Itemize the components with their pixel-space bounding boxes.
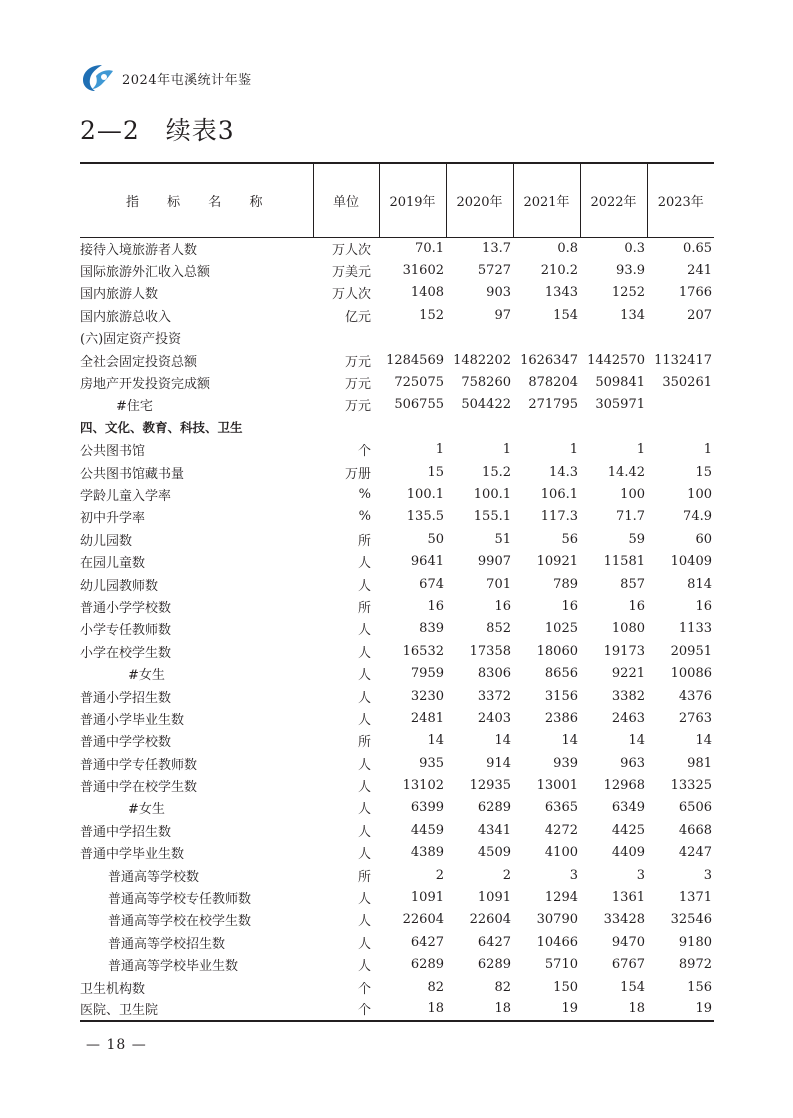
indicator-name: 普通中学在校学生数 [80, 780, 198, 796]
table-row [80, 371, 714, 393]
value-cell-2021: 3156 [544, 688, 578, 704]
value-cell-2021: 18060 [536, 643, 578, 659]
column-header-2021: 2021年 [513, 163, 580, 237]
value-cell-2021: 1294 [544, 890, 578, 906]
value-cell-2023: 241 [687, 263, 712, 279]
indicator-name: 普通小学毕业生数 [80, 712, 185, 728]
value-cell-2022: 857 [620, 576, 645, 592]
value-cell-2019: 725075 [394, 375, 444, 391]
value-cell-2022: 509841 [595, 375, 645, 391]
value-cell-2020: 9907 [477, 554, 511, 570]
yearbook-logo-icon [80, 62, 116, 94]
indicator-name: 初中升学率 [80, 511, 146, 527]
unit-cell: 人 [357, 668, 371, 684]
value-cell-2021: 939 [553, 755, 578, 771]
value-cell-2020: 758260 [461, 375, 511, 391]
value-cell-2019: 2481 [410, 710, 444, 726]
value-cell-2023: 3 [703, 867, 712, 883]
unit-cell: 万元 [344, 399, 371, 415]
unit-cell: 人 [357, 556, 371, 572]
value-cell-2021: 1 [569, 442, 578, 458]
value-cell-2023: 6506 [678, 800, 712, 816]
value-cell-2021: 271795 [528, 397, 578, 413]
value-cell-2019: 6399 [410, 800, 444, 816]
value-cell-2022: 0.3 [624, 240, 645, 256]
table-row [80, 439, 714, 461]
value-cell-2023: 20951 [670, 643, 712, 659]
table-row [80, 662, 714, 684]
table-row [80, 259, 714, 281]
value-cell-2022: 33428 [603, 912, 645, 928]
table-row [80, 349, 714, 371]
value-cell-2022: 3382 [611, 688, 645, 704]
value-cell-2022: 134 [620, 307, 645, 323]
value-cell-2022: 2463 [611, 710, 645, 726]
value-cell-2020: 6289 [477, 957, 511, 973]
unit-cell: 万美元 [331, 265, 371, 281]
value-cell-2020: 13.7 [482, 240, 511, 256]
value-cell-2023: 19 [647, 998, 714, 1020]
value-cell-2023: 4247 [678, 845, 712, 861]
section-title: 2—2 续表3 [80, 116, 235, 145]
page-header [80, 60, 252, 96]
value-cell-2019: 16 [427, 598, 444, 614]
value-cell-2022: 4409 [611, 845, 645, 861]
table-row [80, 461, 714, 483]
value-cell-2019: 1284569 [386, 352, 444, 368]
unit-cell: 人 [357, 892, 371, 908]
value-cell-2021: 0.8 [557, 240, 578, 256]
value-cell-2023: 2763 [678, 710, 712, 726]
value-cell-2023: 4376 [678, 688, 712, 704]
indicator-name: 普通高等学校数 [108, 869, 200, 885]
indicator-name: 普通中学专任教师数 [80, 757, 198, 773]
value-cell-2020: 504422 [461, 397, 511, 413]
value-cell-2020: 1091 [477, 890, 511, 906]
value-cell-2022: 6767 [611, 957, 645, 973]
unit-cell: 人 [357, 914, 371, 930]
indicator-name: 房地产开发投资完成额 [80, 377, 211, 393]
indicator-name: 接待入境旅游者人数 [80, 242, 198, 258]
value-cell-2020: 100.1 [473, 486, 511, 502]
value-cell-2021: 3 [569, 867, 578, 883]
table-row [80, 998, 714, 1020]
value-cell-2022: 4425 [611, 822, 645, 838]
value-cell-2021: 10466 [536, 934, 578, 950]
indicator-name: 在园儿童数 [80, 556, 146, 572]
value-cell-2022: 59 [628, 531, 645, 547]
value-cell-2023: 1371 [678, 890, 712, 906]
indicator-name: 学龄儿童入学率 [80, 488, 172, 504]
indicator-name: #住宅 [116, 399, 153, 415]
value-cell-2019: 14 [427, 733, 444, 749]
table-body [80, 237, 714, 1021]
value-cell-2019: 1091 [410, 890, 444, 906]
value-cell-2019 [379, 327, 446, 349]
indicator-name: 普通中学招生数 [80, 824, 172, 840]
table-row [80, 327, 714, 349]
value-cell-2022: 1361 [611, 890, 645, 906]
value-cell-2019: 1408 [410, 285, 444, 301]
value-cell-2019 [379, 416, 446, 438]
table-row [80, 528, 714, 550]
value-cell-2020: 4509 [477, 845, 511, 861]
table-row [80, 483, 714, 505]
indicator-name: 普通中学毕业生数 [80, 847, 185, 863]
value-cell-2022 [580, 327, 647, 349]
unit-cell: 所 [357, 533, 371, 549]
indicator-name: 四、文化、教育、科技、卫生 [80, 420, 243, 436]
value-cell-2021: 4272 [544, 822, 578, 838]
unit-cell: 人 [357, 936, 371, 952]
value-cell-2021: 150 [553, 979, 578, 995]
value-cell-2021: 14.3 [549, 464, 578, 480]
value-cell-2019: 674 [419, 576, 444, 592]
unit-cell: 个 [357, 444, 371, 460]
indicator-name: (六)固定资产投资 [80, 332, 182, 348]
value-cell-2022: 100 [620, 486, 645, 502]
value-cell-2019: 6427 [410, 934, 444, 950]
value-cell-2019: 7959 [410, 666, 444, 682]
value-cell-2021: 2386 [544, 710, 578, 726]
value-cell-2019: 22604 [402, 912, 444, 928]
value-cell-2019: 15 [427, 464, 444, 480]
table-row [80, 416, 714, 438]
table-row [80, 618, 714, 640]
value-cell-2021: 878204 [528, 375, 578, 391]
value-cell-2020: 17358 [469, 643, 511, 659]
indicator-name: 幼儿园教师数 [80, 578, 159, 594]
table-row [80, 282, 714, 304]
value-cell-2022: 11581 [603, 554, 645, 570]
value-cell-2019: 935 [419, 755, 444, 771]
value-cell-2019: 839 [419, 621, 444, 637]
indicator-name: 普通小学招生数 [80, 690, 172, 706]
indicator-name: 小学在校学生数 [80, 645, 172, 661]
unit-cell: 个 [357, 981, 371, 997]
value-cell-2023: 60 [695, 531, 712, 547]
indicator-name: 普通中学学校数 [80, 735, 172, 751]
table-row [80, 640, 714, 662]
value-cell-2023 [647, 327, 714, 349]
unit-cell: 人 [357, 757, 371, 773]
value-cell-2021: 1343 [544, 285, 578, 301]
value-cell-2020: 903 [486, 285, 511, 301]
unit-cell: 所 [357, 735, 371, 751]
unit-cell [313, 416, 379, 438]
column-header-unit: 单位 [313, 163, 379, 237]
value-cell-2019: 13102 [402, 778, 444, 794]
value-cell-2019: 82 [427, 979, 444, 995]
value-cell-2021: 4100 [544, 845, 578, 861]
value-cell-2019: 135.5 [406, 509, 444, 525]
value-cell-2021 [513, 416, 580, 438]
value-cell-2020: 97 [494, 307, 511, 323]
value-cell-2019: 50 [427, 531, 444, 547]
statistics-table [80, 162, 714, 1022]
value-cell-2022: 71.7 [616, 509, 645, 525]
value-cell-2023: 15 [695, 464, 712, 480]
value-cell-2023: 9180 [678, 934, 712, 950]
value-cell-2020: 3372 [477, 688, 511, 704]
table-row [80, 550, 714, 572]
value-cell-2020: 2 [502, 867, 511, 883]
value-cell-2019: 2 [435, 867, 444, 883]
value-cell-2019: 31602 [402, 263, 444, 279]
table-row [80, 797, 714, 819]
value-cell-2020: 155.1 [473, 509, 511, 525]
indicator-name: 全社会固定投资总额 [80, 354, 198, 370]
indicator-name: 普通高等学校毕业生数 [108, 959, 239, 975]
table-row [80, 685, 714, 707]
table-row [80, 506, 714, 528]
value-cell-2021 [513, 327, 580, 349]
table-row [80, 909, 714, 931]
unit-cell: 万人次 [331, 242, 371, 258]
value-cell-2021: 117.3 [540, 509, 578, 525]
indicator-name: 普通高等学校招生数 [108, 936, 226, 952]
value-cell-2023: 1132417 [654, 352, 712, 368]
value-cell-2019: 4459 [410, 822, 444, 838]
value-cell-2021: 30790 [536, 912, 578, 928]
unit-cell: 人 [357, 712, 371, 728]
value-cell-2019: 3230 [410, 688, 444, 704]
value-cell-2023: 10086 [670, 666, 712, 682]
indicator-name: 卫生机构数 [80, 981, 146, 997]
table-row [80, 842, 714, 864]
column-header-2022: 2022年 [580, 163, 647, 237]
value-cell-2020: 6427 [477, 934, 511, 950]
value-cell-2022: 18 [580, 998, 647, 1020]
unit-cell: % [358, 486, 371, 502]
value-cell-2020: 6289 [477, 800, 511, 816]
table-row [80, 730, 714, 752]
page-number: — 18 — [86, 1037, 147, 1053]
indicator-name: 国内旅游总收入 [80, 309, 172, 325]
value-cell-2022 [580, 416, 647, 438]
value-cell-2020: 51 [494, 531, 511, 547]
unit-cell: 人 [357, 802, 371, 818]
value-cell-2021: 1626347 [520, 352, 578, 368]
value-cell-2019: 70.1 [415, 240, 444, 256]
table-row [80, 819, 714, 841]
table-row [80, 774, 714, 796]
indicator-name: #女生 [128, 802, 165, 818]
unit-cell: 个 [313, 998, 379, 1020]
indicator-name: 普通小学学校数 [80, 600, 172, 616]
value-cell-2021: 56 [561, 531, 578, 547]
value-cell-2019: 100.1 [406, 486, 444, 502]
value-cell-2019: 506755 [394, 397, 444, 413]
table-row [80, 707, 714, 729]
value-cell-2023: 1 [703, 442, 712, 458]
value-cell-2021: 16 [561, 598, 578, 614]
value-cell-2022: 1 [636, 442, 645, 458]
unit-cell: 人 [357, 959, 371, 975]
value-cell-2023: 1133 [678, 621, 712, 637]
indicator-name: 国际旅游外汇收入总额 [80, 265, 211, 281]
value-cell-2023 [647, 416, 714, 438]
unit-cell: 亿元 [344, 309, 371, 325]
value-cell-2019: 16532 [402, 643, 444, 659]
indicator-name: 医院、卫生院 [80, 998, 313, 1020]
value-cell-2020: 2403 [477, 710, 511, 726]
value-cell-2019: 152 [419, 307, 444, 323]
value-cell-2022: 1080 [611, 621, 645, 637]
unit-cell: 人 [357, 780, 371, 796]
value-cell-2023: 207 [687, 307, 712, 323]
value-cell-2023: 0.65 [683, 240, 712, 256]
value-cell-2022: 14.42 [607, 464, 645, 480]
value-cell-2021: 789 [553, 576, 578, 592]
table-row [80, 394, 714, 416]
value-cell-2023: 32546 [670, 912, 712, 928]
column-header-2023: 2023年 [647, 163, 714, 237]
unit-cell: 万元 [344, 354, 371, 370]
value-cell-2022: 1252 [611, 285, 645, 301]
value-cell-2022: 3 [636, 867, 645, 883]
value-cell-2020: 12935 [469, 778, 511, 794]
table-header-row [80, 163, 714, 237]
unit-cell: 人 [357, 645, 371, 661]
unit-cell: 人 [357, 623, 371, 639]
value-cell-2023: 156 [687, 979, 712, 995]
column-header-indicator: 指 标 名 称 [80, 163, 313, 237]
value-cell-2023: 16 [695, 598, 712, 614]
table-row [80, 752, 714, 774]
indicator-name: #女生 [128, 668, 165, 684]
value-cell-2021: 19 [513, 998, 580, 1020]
value-cell-2020: 1 [502, 442, 511, 458]
value-cell-2023: 74.9 [683, 509, 712, 525]
value-cell-2022: 305971 [595, 397, 645, 413]
value-cell-2019: 1 [435, 442, 444, 458]
value-cell-2022: 9470 [611, 934, 645, 950]
table-row [80, 931, 714, 953]
value-cell-2022: 19173 [603, 643, 645, 659]
value-cell-2019: 4389 [410, 845, 444, 861]
column-header-2019: 2019年 [379, 163, 446, 237]
indicator-name: 公共图书馆 [80, 444, 146, 460]
value-cell-2020: 16 [494, 598, 511, 614]
value-cell-2021: 14 [561, 733, 578, 749]
unit-cell: 所 [357, 600, 371, 616]
column-header-2020: 2020年 [446, 163, 513, 237]
value-cell-2023 [647, 394, 714, 416]
value-cell-2023: 100 [687, 486, 712, 502]
unit-cell [313, 327, 379, 349]
value-cell-2023: 4668 [678, 822, 712, 838]
table-row [80, 976, 714, 998]
value-cell-2022: 16 [628, 598, 645, 614]
table-row [80, 954, 714, 976]
indicator-name: 普通高等学校在校学生数 [108, 914, 252, 930]
value-cell-2022: 963 [620, 755, 645, 771]
unit-cell: 所 [357, 869, 371, 885]
value-cell-2019: 6289 [410, 957, 444, 973]
table-row [80, 864, 714, 886]
indicator-name: 普通高等学校专任教师数 [108, 892, 252, 908]
value-cell-2020: 4341 [477, 822, 511, 838]
value-cell-2021: 1025 [544, 621, 578, 637]
unit-cell: 万册 [344, 466, 371, 482]
value-cell-2022: 1442570 [587, 352, 645, 368]
value-cell-2022: 93.9 [616, 263, 645, 279]
value-cell-2022: 9221 [611, 666, 645, 682]
unit-cell: 人 [357, 690, 371, 706]
table-row [80, 304, 714, 326]
value-cell-2020: 701 [486, 576, 511, 592]
value-cell-2023: 1766 [678, 285, 712, 301]
table-row [80, 595, 714, 617]
value-cell-2020: 15.2 [482, 464, 511, 480]
value-cell-2020: 5727 [477, 263, 511, 279]
value-cell-2021: 154 [553, 307, 578, 323]
value-cell-2019: 9641 [410, 554, 444, 570]
value-cell-2022: 14 [628, 733, 645, 749]
value-cell-2023: 814 [687, 576, 712, 592]
value-cell-2023: 350261 [662, 375, 712, 391]
table-row [80, 573, 714, 595]
indicator-name: 幼儿园数 [80, 533, 133, 549]
value-cell-2020: 914 [486, 755, 511, 771]
indicator-name: 公共图书馆藏书量 [80, 466, 185, 482]
value-cell-2023: 14 [695, 733, 712, 749]
value-cell-2023: 981 [687, 755, 712, 771]
value-cell-2021: 8656 [544, 666, 578, 682]
value-cell-2021: 210.2 [540, 263, 578, 279]
value-cell-2020 [446, 416, 513, 438]
table-row [80, 237, 714, 259]
value-cell-2023: 8972 [678, 957, 712, 973]
value-cell-2021: 106.1 [540, 486, 578, 502]
value-cell-2020: 1482202 [453, 352, 511, 368]
value-cell-2022: 12968 [603, 778, 645, 794]
unit-cell: % [358, 509, 371, 525]
value-cell-2021: 10921 [536, 554, 578, 570]
value-cell-2020: 852 [486, 621, 511, 637]
value-cell-2019: 18 [379, 998, 446, 1020]
value-cell-2020: 18 [446, 998, 513, 1020]
value-cell-2020: 82 [494, 979, 511, 995]
value-cell-2022: 6349 [611, 800, 645, 816]
value-cell-2021: 6365 [544, 800, 578, 816]
indicator-name: 国内旅游人数 [80, 287, 159, 303]
value-cell-2020: 8306 [477, 666, 511, 682]
value-cell-2020 [446, 327, 513, 349]
value-cell-2022: 154 [620, 979, 645, 995]
unit-cell: 万人次 [331, 287, 371, 303]
unit-cell: 人 [357, 847, 371, 863]
value-cell-2020: 22604 [469, 912, 511, 928]
unit-cell: 人 [357, 578, 371, 594]
indicator-name: 小学专任教师数 [80, 623, 172, 639]
value-cell-2020: 14 [494, 733, 511, 749]
unit-cell: 人 [357, 824, 371, 840]
table-row [80, 886, 714, 908]
book-title: 2024年屯溪统计年鉴 [122, 72, 252, 88]
unit-cell: 万元 [344, 377, 371, 393]
value-cell-2021: 5710 [544, 957, 578, 973]
value-cell-2023: 13325 [670, 778, 712, 794]
value-cell-2021: 13001 [536, 778, 578, 794]
value-cell-2023: 10409 [670, 554, 712, 570]
